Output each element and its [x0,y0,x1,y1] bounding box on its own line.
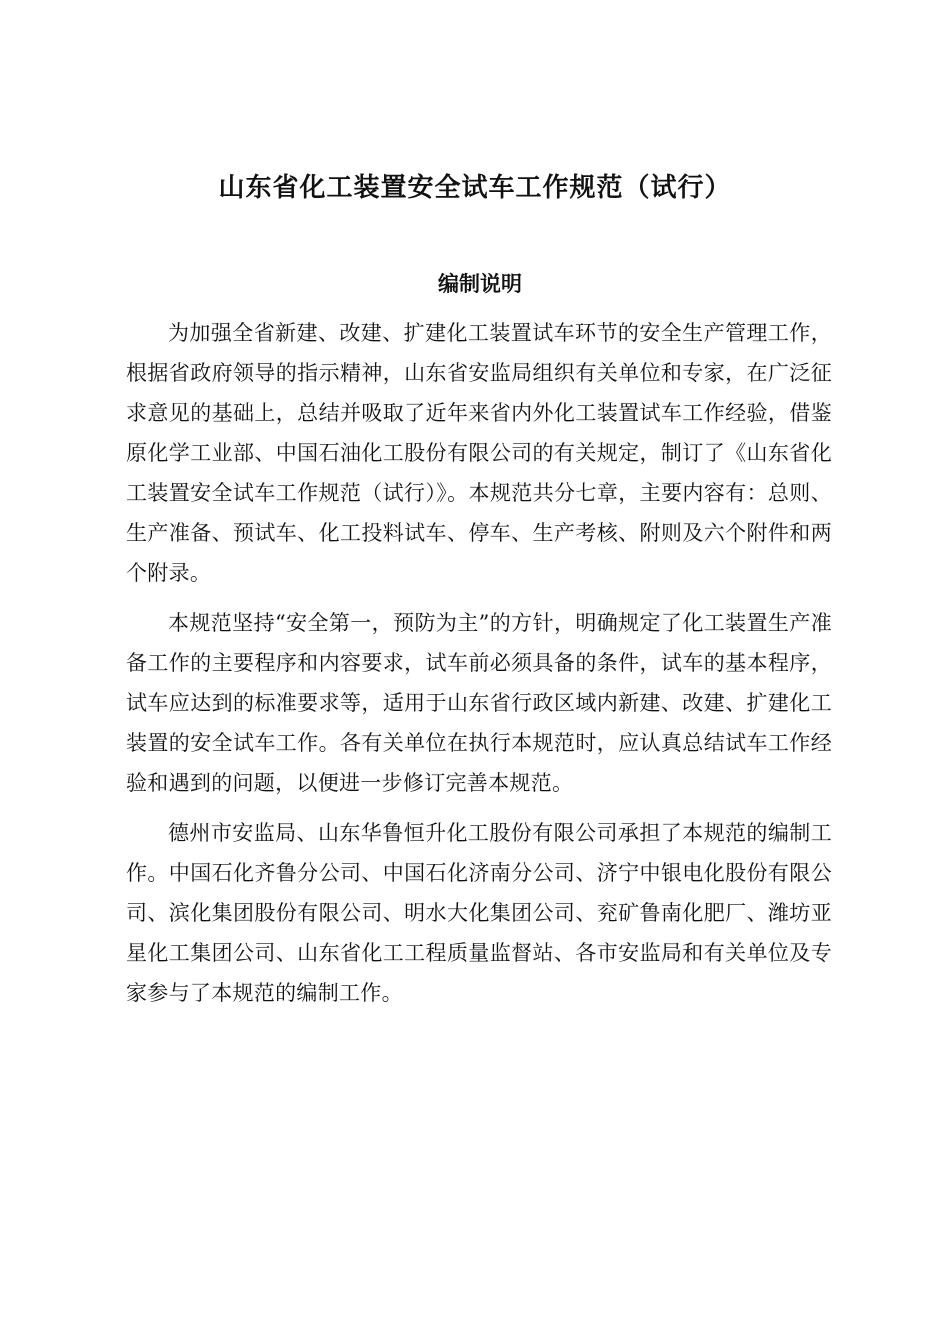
document-title: 山东省化工装置安全试车工作规范（试行） [218,173,732,203]
paragraph-2: 本规范坚持“安全第一，预防为主”的方针，明确规定了化工装置生产准备工作的主要程序和内容要求，试车前必须具备的条件，试车的基本程序，试车应达到的标准要求等，适用于山东省行政区域内新建、改建、扩建化工装置的安全试车工作。各有关单位在执行本规范时，应认真总结试车工作经验和遇到的问题，以便进一步修订完善本规范。 [126,611,832,795]
body-text [126,313,832,1023]
paragraph-1: 为加强全省新建、改建、扩建化工装置试车环节的安全生产管理工作，根据省政府领导的指示精神，山东省安监局组织有关单位和专家，在广泛征求意见的基础上，总结并吸取了近年来省内外化工装置试车工作经验，借鉴原化学工业部、中国石油化工股份有限公司的有关规定，制订了《山东省化工装置安全试车工作规范（试行）》。本规范共分七章，主要内容有：总则、生产准备、预试车、化工投料试车、停车、生产考核、附则及六个附件和两个附录。 [126,321,832,585]
paragraph-3: 德州市安监局、山东华鲁恒升化工股份有限公司承担了本规范的编制工作。中国石化齐鲁分公司、中国石化济南分公司、济宁中银电化股份有限公司、滨化集团股份有限公司、明水大化集团公司、兖矿鲁南化肥厂、潍坊亚星化工集团公司、山东省化工工程质量监督站、各市安监局和有关单位及专家参与了本规范的编制工作。 [126,821,832,1005]
section-heading: 编制说明 [438,271,522,296]
